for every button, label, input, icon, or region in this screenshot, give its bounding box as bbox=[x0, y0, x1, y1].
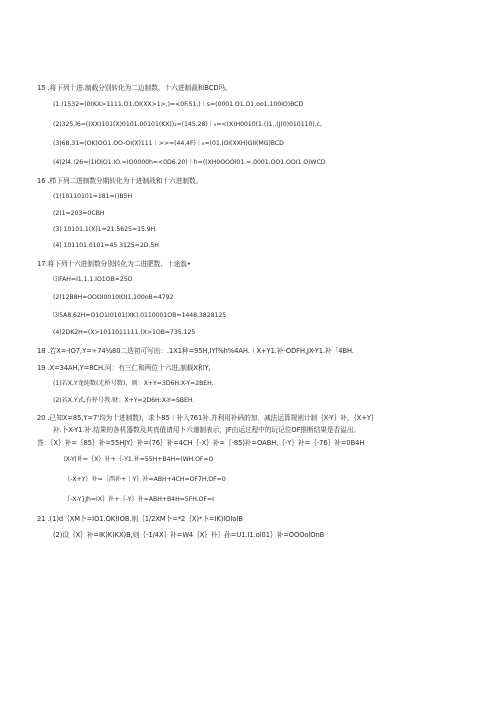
q17-answer-2: (2)12B8H=OOOI0010IOI1,100oB=4792 bbox=[53, 294, 174, 301]
question-18: 18 .若X=-IO7,Y=÷74¼80二迭初可写出：.1X1种=95H,IYl%h%4AH.｜X+Y1.补-ODFH,JX-Y1.补「4BH. bbox=[37, 347, 354, 355]
q15-answer-1: (1.)1532=(0(KX>1111.O1.OI(XX>1>,)=<0F.51,)｜s=(0001.O1.O1.oo1.100IO)BCD bbox=[53, 101, 304, 108]
q16-answer-4: (4) 101101.0101=45 3125=2D.5H bbox=[53, 242, 159, 249]
q17-answer-4: (4)2DK2H=(X>1011011111.(X>1OB=735.125 bbox=[53, 329, 196, 336]
q17-answer-1: ⑴FAH=I1.1.1.IO1OB=25O bbox=[53, 276, 133, 283]
q20-answer-1: lX-Y|补=｛X｝补+｛-Y1.补=55H+B4H=(WH.OF=O bbox=[64, 456, 214, 463]
q19-answer-1: (1)若X,Y龙纯数(无桥号数)，则：X+Y=3D6H:X-Y=2BEH. bbox=[53, 380, 214, 387]
question-21-line-1: 21 .(1)d｛XM卜=IO1.OK)IOB.则｛1/2XM卜=*2｛X)*卜=IK)IOIoIB bbox=[37, 515, 243, 523]
question-21-line-2: (2)设｛X｝补=IK)K)KX)B,则｛-1/4X｝补=W4｛X｝朴］孙=U1.I1.ol01｝补=OOOolOnB bbox=[53, 531, 325, 539]
q20-answer-3: ｛-X-Y}Jh=IX｝补+｛-Y｝补=ABH+B4H=5FH.OF=I bbox=[64, 496, 214, 503]
question-20-line-1: 20 .已知X=85,Y=7'均为十进制数)，求卜85｜补入761补.并利用补码的加．减法运算规则计制｛X-Y｝补，｛X+Y｝ bbox=[37, 414, 378, 422]
question-15-title: 15 .将下列十进.制载分别转化为二边制数、十六进制裁和BCD玛。 bbox=[37, 84, 232, 92]
question-17-title: 17.将下列十六进制数分别转化为二进肥数、十途翁• bbox=[37, 260, 191, 268]
q15-answer-4: (4)2l4.!26=(1IOlO1.IO.=IO0000h=<0D6.20)｜h=((XH0OOOl01.=.0001.OO1.OOI1.O)WCD bbox=[53, 159, 326, 166]
q15-answer-3: (3)68.31=(OK)OO1.OO-OI(X)111｜>>=(44.4F)｜₆=(01.IOI(XXH)GII(MG)BCD bbox=[53, 140, 284, 147]
question-19-title: 19 .X=34AH,Y=8CH.问：有三仁和两位十六进,制载X和Y, bbox=[37, 364, 211, 372]
q16-answer-1: (1)10110101=181=()B5H bbox=[53, 193, 133, 200]
q19-answer-2: (2)若X.Y式,有杼号我.财：X+Y=2D6H:X-Y=SBEH. bbox=[53, 397, 195, 404]
q16-answer-2: (2)1=203=0CBH bbox=[53, 210, 105, 217]
q16-answer-3: (3) 10101.1(X)1=21.5625=15.9H bbox=[53, 226, 156, 233]
q20-answer-intro: 答：｛X｝补=｛85｝补=55HJY｝补=(76｝补=4CH｛-X｝补=｛-85)补=OABH,｛-Y｝补=｛-76｝补=0B4H bbox=[37, 439, 365, 447]
question-20-line-2: 补.卜X-Y1.补.结果的各机器数及其真值请用卜六谨制表示，JF由运过程中的玩记位OF推断结果是否溢出。 bbox=[53, 426, 361, 434]
q20-answer-2: ｛-X+Y｝补=［西补+｜Y｝补=ABH+4CH=OF7H,OF=0 bbox=[64, 476, 226, 483]
question-16-title: 16 .栉下列二进制数分期转化为十进制战和十六进制数。 bbox=[37, 177, 203, 185]
q17-answer-3: ⑶5A8.62H=O1O1I0101(XK).0110001OB=1448.3828125 bbox=[53, 312, 227, 319]
q15-answer-2: (2)325.l6=((XX)101(X)0101.00101(KX))₂=(145.28)｜₆=<(X)H0010(1.()1..(J(0)010110),c, bbox=[53, 121, 322, 128]
